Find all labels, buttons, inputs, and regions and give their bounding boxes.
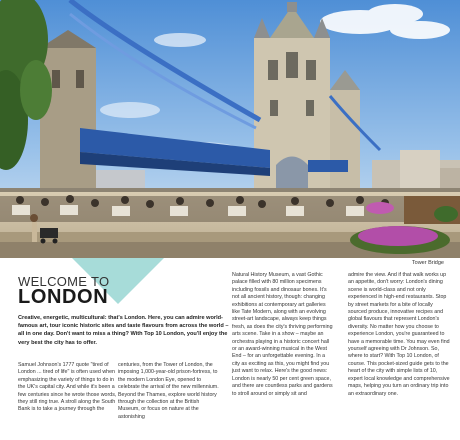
body-column-1: Samuel Johnson's 1777 quote "tired of London ... tired of life" is often used when emphasizing the variety of things to do in the UK's capital city. And while it's been a few centuries since he wrote those words, they still ring true. A stroll along the South Bank is to take a journey through the xyxy=(18,362,117,413)
body-column-2: centuries, from the Tower of London, the imposing 1,000-year-old prison-fortress, to the modern London Eye, opened to celebrate the arrival of the new millennium. Beyond the Thames, explore world history through the collection at the British Museum, or focus on nature at the astonishing xyxy=(118,362,219,420)
body-column-4: admire the view. And if that walk works up an appetite, don't worry: London's dining scene is world-class and not only experienced in high-end restaurants. Stop by street markets for a bite of locally sourced produce, innovative recipes and global flavours that represent London's diversity. No matter how you choose to experience London, you're guaranteed to have a memorable time. You may even find yourself agreeing with Dr Johnson. So, where to start? With Top 10 London, of course. This pocket-sized guide gets to the heart of the city with simple lists of 10, expert local knowledge and comprehensive maps, helping you turn an ordinary trip into an extraordinary one. xyxy=(348,272,450,397)
heading-kicker: WELCOME TO xyxy=(18,274,110,289)
page-title: LONDON xyxy=(18,286,109,308)
photo-caption: Tower Bridge xyxy=(411,260,444,266)
body-column-3: Natural History Museum, a vast Gothic palace filled with 80 million specimens including fossils and dinosaur bones. It's not all ancient history, though: changing exhibitions at contemporary art galleries like Tate Modern, along with an evolving street-art landscape, always keep things fresh, as does the city's thriving performing arts scene. Take in a show – maybe an orchestra playing in a historic concert hall or an award-winning musical in the West End – for an unforgettable evening. In a city as exciting as this, you might find you just want to relax. Here's the good news: London is nearly 50 per cent green space, and there are countless parks and gardens to stroll around or simply sit and xyxy=(232,272,333,397)
intro-paragraph: Creative, energetic, multicultural: that's London. Here, you can admire world-famous art, tour iconic historic sites and taste flavours from across the world – all in one day. Don't want to miss a thing? With Top 10 London, you'll enjoy the very best the city has to offer. xyxy=(18,315,229,346)
left-tower xyxy=(40,30,96,198)
